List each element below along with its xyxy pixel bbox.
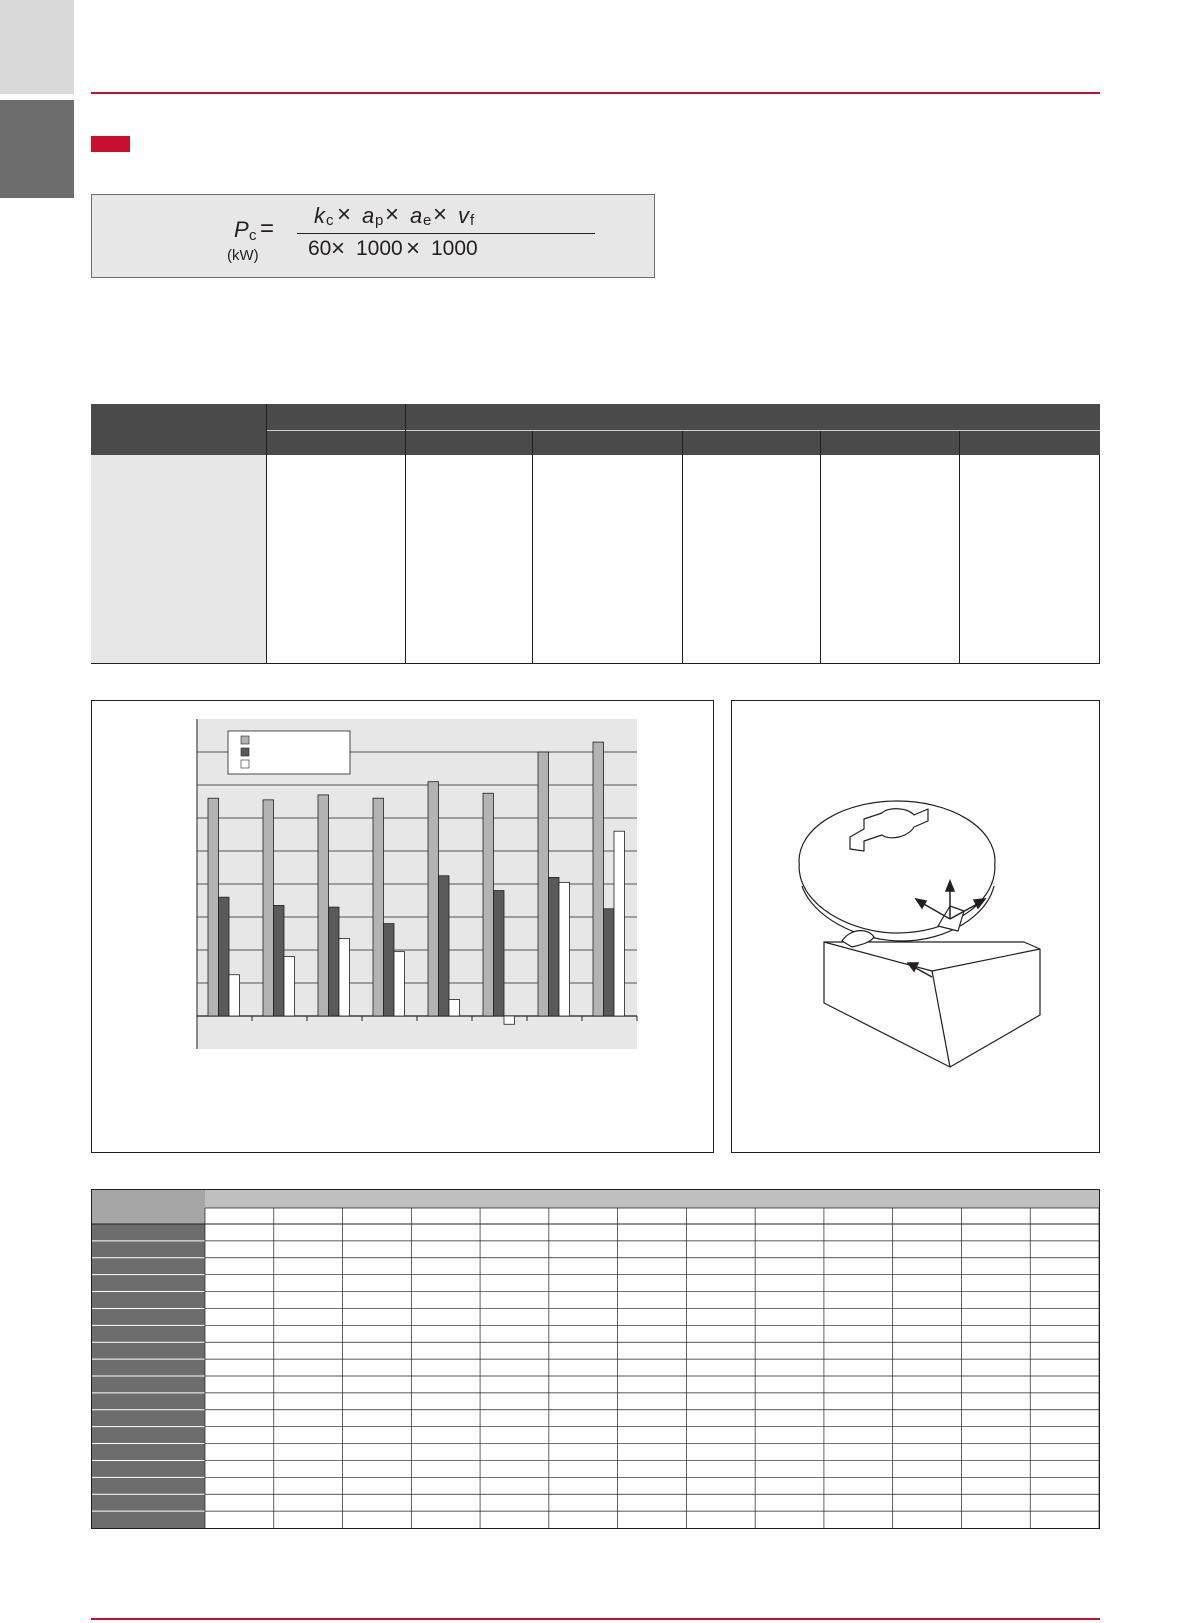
- power-formula-box: [91, 194, 655, 278]
- bar: [593, 742, 604, 1016]
- spec-header-sub: [266, 431, 1100, 455]
- data-table-grid: [92, 1190, 1099, 1528]
- legend-swatch: [241, 748, 249, 756]
- bar: [229, 975, 240, 1016]
- formula-num-k-sub: c: [326, 212, 334, 229]
- formula-lhs-unit: (kW): [227, 247, 259, 264]
- spec-col-line: [820, 431, 821, 663]
- formula-den-times-1: ×: [331, 235, 346, 262]
- spec-col-line: [682, 431, 683, 663]
- formula-num-ap-sub: p: [375, 212, 384, 229]
- formula-den-60: 60: [308, 237, 332, 260]
- formula-times-2: ×: [385, 201, 400, 228]
- data-table: [91, 1189, 1100, 1529]
- bar: [208, 798, 219, 1016]
- bar: [549, 877, 560, 1016]
- formula-den-1000-b: 1000: [431, 237, 478, 260]
- formula-num-vf: v: [458, 203, 469, 228]
- formula-num-k: k: [314, 203, 325, 228]
- formula-num-ap: a: [362, 203, 375, 228]
- bar: [504, 1016, 515, 1024]
- formula-lhs-sub: c: [249, 227, 257, 244]
- formula-num-ae-sub: e: [423, 212, 432, 229]
- top-rule: [91, 92, 1100, 94]
- bar: [384, 924, 395, 1016]
- fraction-bar: [297, 233, 595, 234]
- formula-lhs-symbol: P: [234, 217, 249, 242]
- spec-table: [91, 404, 1100, 664]
- formula-times-1: ×: [337, 201, 352, 228]
- bar: [428, 782, 439, 1016]
- formula-num-ae: a: [410, 203, 423, 228]
- bar: [604, 909, 615, 1016]
- table-corner-cell: [92, 1190, 205, 1224]
- chart-panel: [91, 700, 714, 1153]
- formula-den-times-2: ×: [406, 235, 421, 262]
- legend-swatch: [241, 736, 249, 744]
- formula-equals: =: [260, 215, 275, 242]
- face-mill-on-workpiece-icon: [732, 701, 1099, 1152]
- bar: [274, 905, 285, 1016]
- diagram-panel: [731, 700, 1100, 1153]
- formula-num-vf-sub: f: [470, 212, 475, 229]
- bar: [439, 876, 450, 1016]
- bar: [219, 897, 230, 1016]
- bar: [614, 831, 625, 1016]
- bar: [263, 800, 274, 1016]
- spec-header-top: [266, 404, 1100, 430]
- legend-swatch: [241, 760, 249, 768]
- bar: [559, 882, 570, 1016]
- spec-header-divider: [266, 430, 1100, 431]
- section-marker: [91, 136, 130, 152]
- bar: [339, 938, 350, 1016]
- bar: [373, 798, 384, 1016]
- side-tab-light: [0, 0, 74, 94]
- bar: [494, 891, 505, 1016]
- spec-col-line: [532, 431, 533, 663]
- bar: [284, 957, 295, 1016]
- side-tab-dark: [0, 100, 74, 198]
- bar: [483, 793, 494, 1016]
- formula-times-3: ×: [433, 201, 448, 228]
- formula-den-1000-a: 1000: [356, 237, 403, 260]
- spec-col-line: [959, 431, 960, 663]
- bar: [329, 907, 340, 1016]
- spec-col-line: [266, 404, 267, 663]
- table-header-band: [205, 1190, 1099, 1208]
- bar: [394, 952, 405, 1016]
- bar: [449, 1000, 460, 1017]
- workpiece-block: [824, 942, 1040, 1067]
- bar: [538, 752, 549, 1016]
- bar-chart: [92, 701, 713, 1152]
- bottom-rule: [91, 1618, 1100, 1620]
- bar: [318, 795, 329, 1016]
- spec-header-corner: [91, 404, 266, 455]
- spec-col-line: [405, 404, 406, 663]
